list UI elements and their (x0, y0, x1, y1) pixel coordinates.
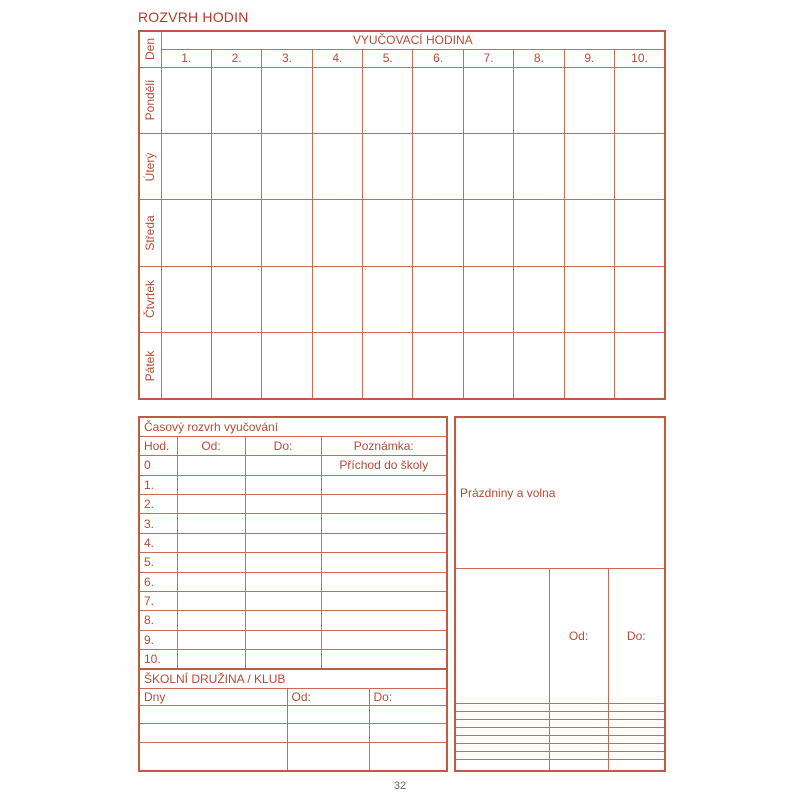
lesson-number: 4. (312, 49, 362, 67)
hour-label: 3. (139, 514, 177, 533)
col-holiday-name (455, 568, 549, 703)
day-label-cell (139, 333, 161, 399)
schedule-cell[interactable] (363, 333, 413, 399)
holiday-cell[interactable] (608, 759, 665, 771)
day-label: Pondělí (143, 80, 158, 121)
holiday-cell[interactable] (608, 719, 665, 727)
time-to-cell[interactable] (245, 456, 321, 475)
note-cell[interactable] (321, 650, 447, 669)
lesson-number: 7. (463, 49, 513, 67)
schedule-cell[interactable] (514, 67, 564, 133)
time-to-cell[interactable] (245, 475, 321, 494)
holiday-cell[interactable] (608, 735, 665, 743)
schedule-cell[interactable] (262, 200, 312, 266)
day-label-cell (139, 67, 161, 133)
time-to-cell[interactable] (245, 495, 321, 514)
time-row (139, 611, 447, 630)
hour-label: 8. (139, 611, 177, 630)
club-cell[interactable] (287, 724, 369, 743)
holiday-cell[interactable] (455, 711, 549, 719)
holiday-row (455, 719, 665, 727)
time-from-cell[interactable] (177, 533, 245, 552)
holiday-cell[interactable] (455, 759, 549, 771)
club-cell[interactable] (139, 743, 287, 771)
time-row (139, 572, 447, 591)
lesson-number: 8. (514, 49, 564, 67)
day-row (139, 333, 665, 399)
schedule-cell[interactable] (211, 67, 261, 133)
day-header-cell (139, 31, 161, 67)
schedule-cell[interactable] (463, 200, 513, 266)
note-cell[interactable] (321, 475, 447, 494)
club-cell[interactable] (369, 724, 447, 743)
schedule-cell[interactable] (564, 67, 614, 133)
schedule-cell[interactable] (161, 333, 211, 399)
club-row (139, 705, 447, 724)
lesson-number: 5. (363, 49, 413, 67)
schedule-cell[interactable] (615, 333, 665, 399)
schedule-cell[interactable] (161, 200, 211, 266)
schedule-cell[interactable] (564, 134, 614, 200)
schedule-cell[interactable] (413, 266, 463, 332)
time-from-cell[interactable] (177, 611, 245, 630)
schedule-cell[interactable] (312, 67, 362, 133)
schedule-cell[interactable] (615, 134, 665, 200)
schedule-cell[interactable] (211, 266, 261, 332)
time-row (139, 553, 447, 572)
holiday-row (455, 759, 665, 771)
schedule-cell[interactable] (463, 266, 513, 332)
time-from-cell[interactable] (177, 630, 245, 649)
holiday-cell[interactable] (608, 703, 665, 711)
day-row (139, 200, 665, 266)
club-row (139, 724, 447, 743)
time-from-cell[interactable] (177, 475, 245, 494)
col-dny: Dny (139, 688, 287, 705)
schedule-cell[interactable] (161, 266, 211, 332)
time-from-cell[interactable] (177, 495, 245, 514)
time-to-cell[interactable] (245, 630, 321, 649)
hour-label: 1. (139, 475, 177, 494)
col-holiday-do: Do: (608, 568, 665, 703)
schedule-cell[interactable] (413, 333, 463, 399)
schedule-cell[interactable] (161, 67, 211, 133)
day-label: Čtvrtek (143, 280, 158, 319)
holidays-title: Prázdniny a volna (455, 417, 665, 568)
col-club-do: Do: (369, 688, 447, 705)
holiday-cell[interactable] (455, 751, 549, 759)
time-row (139, 456, 447, 475)
club-table (138, 668, 448, 772)
holiday-cell[interactable] (549, 759, 608, 771)
time-row (139, 514, 447, 533)
holiday-cell[interactable] (455, 719, 549, 727)
time-row (139, 475, 447, 494)
schedule-cell[interactable] (312, 134, 362, 200)
club-cell[interactable] (369, 705, 447, 724)
time-to-cell[interactable] (245, 533, 321, 552)
holiday-cell[interactable] (549, 719, 608, 727)
holiday-cell[interactable] (549, 751, 608, 759)
schedule-cell[interactable] (262, 266, 312, 332)
day-label: Úterý (143, 152, 158, 182)
time-row (139, 630, 447, 649)
schedule-cell[interactable] (615, 200, 665, 266)
day-row (139, 67, 665, 133)
schedule-cell[interactable] (262, 333, 312, 399)
lesson-number: 2. (211, 49, 261, 67)
day-label-cell (139, 266, 161, 332)
club-cell[interactable] (287, 705, 369, 724)
lesson-number-row (139, 49, 665, 67)
holiday-cell[interactable] (455, 727, 549, 735)
note-cell[interactable]: Příchod do školy (321, 456, 447, 475)
holiday-row (455, 751, 665, 759)
holiday-cell[interactable] (549, 703, 608, 711)
holiday-row (455, 711, 665, 719)
holiday-row (455, 743, 665, 751)
col-hod: Hod. (139, 436, 177, 455)
schedule-table (138, 30, 666, 400)
day-row (139, 134, 665, 200)
club-title: ŠKOLNÍ DRUŽINA / KLUB (139, 669, 447, 688)
schedule-cell[interactable] (363, 200, 413, 266)
schedule-cell[interactable] (363, 67, 413, 133)
col-club-od: Od: (287, 688, 369, 705)
time-from-cell[interactable] (177, 591, 245, 610)
day-label: Středa (143, 215, 158, 251)
note-cell[interactable] (321, 514, 447, 533)
day-label-cell (139, 134, 161, 200)
schedule-cell[interactable] (514, 333, 564, 399)
holiday-cell[interactable] (608, 711, 665, 719)
schedule-cell[interactable] (161, 134, 211, 200)
schedule-cell[interactable] (615, 266, 665, 332)
lesson-number: 1. (161, 49, 211, 67)
note-cell[interactable] (321, 533, 447, 552)
club-cell[interactable] (139, 705, 287, 724)
col-do: Do: (245, 436, 321, 455)
time-to-cell[interactable] (245, 572, 321, 591)
holiday-cell[interactable] (455, 743, 549, 751)
schedule-cell[interactable] (564, 333, 614, 399)
schedule-cell[interactable] (312, 200, 362, 266)
schedule-cell[interactable] (463, 134, 513, 200)
page-number: 32 (393, 780, 407, 792)
holiday-cell[interactable] (549, 743, 608, 751)
time-schedule-table (138, 416, 448, 670)
lesson-header: VYUČOVACÍ HODINA (161, 31, 665, 49)
hour-label: 4. (139, 533, 177, 552)
hour-label: 2. (139, 495, 177, 514)
day-label: Pátek (143, 350, 158, 381)
time-to-cell[interactable] (245, 514, 321, 533)
holiday-cell[interactable] (549, 727, 608, 735)
holiday-cell[interactable] (608, 743, 665, 751)
hour-label: 0 (139, 456, 177, 475)
holiday-cell[interactable] (455, 703, 549, 711)
schedule-cell[interactable] (211, 200, 261, 266)
time-from-cell[interactable] (177, 572, 245, 591)
club-cell[interactable] (369, 743, 447, 771)
note-cell[interactable] (321, 572, 447, 591)
schedule-cell[interactable] (363, 266, 413, 332)
holiday-cell[interactable] (549, 711, 608, 719)
hour-label: 10. (139, 650, 177, 669)
schedule-cell[interactable] (413, 67, 463, 133)
day-row (139, 266, 665, 332)
note-cell[interactable] (321, 591, 447, 610)
note-cell[interactable] (321, 495, 447, 514)
time-row (139, 495, 447, 514)
holiday-cell[interactable] (549, 735, 608, 743)
schedule-cell[interactable] (262, 67, 312, 133)
holiday-row (455, 735, 665, 743)
schedule-cell[interactable] (463, 333, 513, 399)
schedule-cell[interactable] (564, 266, 614, 332)
schedule-cell[interactable] (312, 266, 362, 332)
time-from-cell[interactable] (177, 456, 245, 475)
time-schedule-title: Časový rozvrh vyučování (139, 417, 447, 436)
lesson-number: 9. (564, 49, 614, 67)
day-header: Den (143, 38, 158, 61)
club-cell[interactable] (287, 743, 369, 771)
schedule-cell[interactable] (312, 333, 362, 399)
time-from-cell[interactable] (177, 514, 245, 533)
club-row (139, 743, 447, 771)
lesson-number: 6. (413, 49, 463, 67)
holiday-cell[interactable] (608, 751, 665, 759)
time-row (139, 591, 447, 610)
note-cell[interactable] (321, 553, 447, 572)
holiday-cell[interactable] (455, 735, 549, 743)
hour-label: 5. (139, 553, 177, 572)
schedule-cell[interactable] (463, 67, 513, 133)
holiday-cell[interactable] (608, 727, 665, 735)
col-poznamka: Poznámka: (321, 436, 447, 455)
time-to-cell[interactable] (245, 553, 321, 572)
time-row (139, 533, 447, 552)
holiday-row (455, 703, 665, 711)
time-to-cell[interactable] (245, 650, 321, 669)
hour-label: 6. (139, 572, 177, 591)
schedule-cell[interactable] (514, 200, 564, 266)
lesson-number: 10. (615, 49, 665, 67)
schedule-cell[interactable] (211, 333, 261, 399)
holiday-row (455, 727, 665, 735)
note-cell[interactable] (321, 611, 447, 630)
schedule-cell[interactable] (413, 200, 463, 266)
schedule-cell[interactable] (211, 134, 261, 200)
time-from-cell[interactable] (177, 650, 245, 669)
schedule-cell[interactable] (615, 67, 665, 133)
time-from-cell[interactable] (177, 553, 245, 572)
col-od: Od: (177, 436, 245, 455)
holidays-table (454, 416, 666, 772)
hour-label: 9. (139, 630, 177, 649)
schedule-cell[interactable] (514, 134, 564, 200)
schedule-cell[interactable] (363, 134, 413, 200)
time-to-cell[interactable] (245, 591, 321, 610)
col-holiday-od: Od: (549, 568, 608, 703)
schedule-cell[interactable] (413, 134, 463, 200)
schedule-cell[interactable] (564, 200, 614, 266)
note-cell[interactable] (321, 630, 447, 649)
hour-label: 7. (139, 591, 177, 610)
schedule-cell[interactable] (514, 266, 564, 332)
time-row (139, 650, 447, 669)
page-title: ROZVRH HODIN (138, 9, 249, 25)
club-cell[interactable] (139, 724, 287, 743)
schedule-cell[interactable] (262, 134, 312, 200)
time-to-cell[interactable] (245, 611, 321, 630)
lesson-number: 3. (262, 49, 312, 67)
day-label-cell (139, 200, 161, 266)
